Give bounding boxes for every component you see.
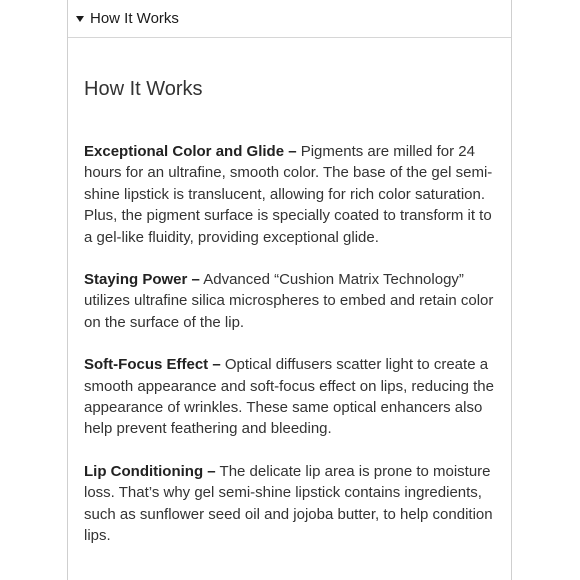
accordion-header-label: How It Works (90, 10, 179, 27)
feature-body: The delicate lip area is prone to moisture loss. That’s why gel semi-shine lipstick contains ingredients, such as sunflower seed oil and jojoba butter, to help condition lips. (84, 462, 493, 545)
feature-body: Pigments are milled for 24 hours for an ultrafine, smooth color. The base of the gel semi-shine lipstick is translucent, allowing for rich color saturation. Plus, the pigment surface is specially coated to transform it to a gel-like fluidity, providing exceptional glide. (84, 143, 493, 246)
accordion-content (68, 38, 511, 547)
feature-heading: Lip Conditioning – (84, 462, 216, 480)
section-title: How It Works (84, 78, 203, 100)
feature-paragraph (84, 461, 495, 547)
feature-paragraph (84, 354, 495, 440)
feature-body: Advanced “Cushion Matrix Technology” utilizes ultrafine silica microspheres to embed and retain color on the surface of the lip. (84, 271, 494, 331)
feature-body: Optical diffusers scatter light to create a smooth appearance and soft-focus effect on lips, reducing the appearance of wrinkles. These same optical enhancers also help prevent feathering and bleeding. (84, 356, 494, 438)
feature-heading: Soft-Focus Effect – (84, 356, 221, 374)
feature-heading: Exceptional Color and Glide – (84, 143, 297, 160)
details-panel (67, 0, 512, 580)
how-it-works-accordion-toggle[interactable] (68, 0, 511, 38)
feature-paragraph (84, 141, 495, 248)
caret-down-icon (76, 16, 84, 22)
feature-paragraph (84, 269, 495, 333)
feature-heading: Staying Power – (84, 271, 200, 289)
